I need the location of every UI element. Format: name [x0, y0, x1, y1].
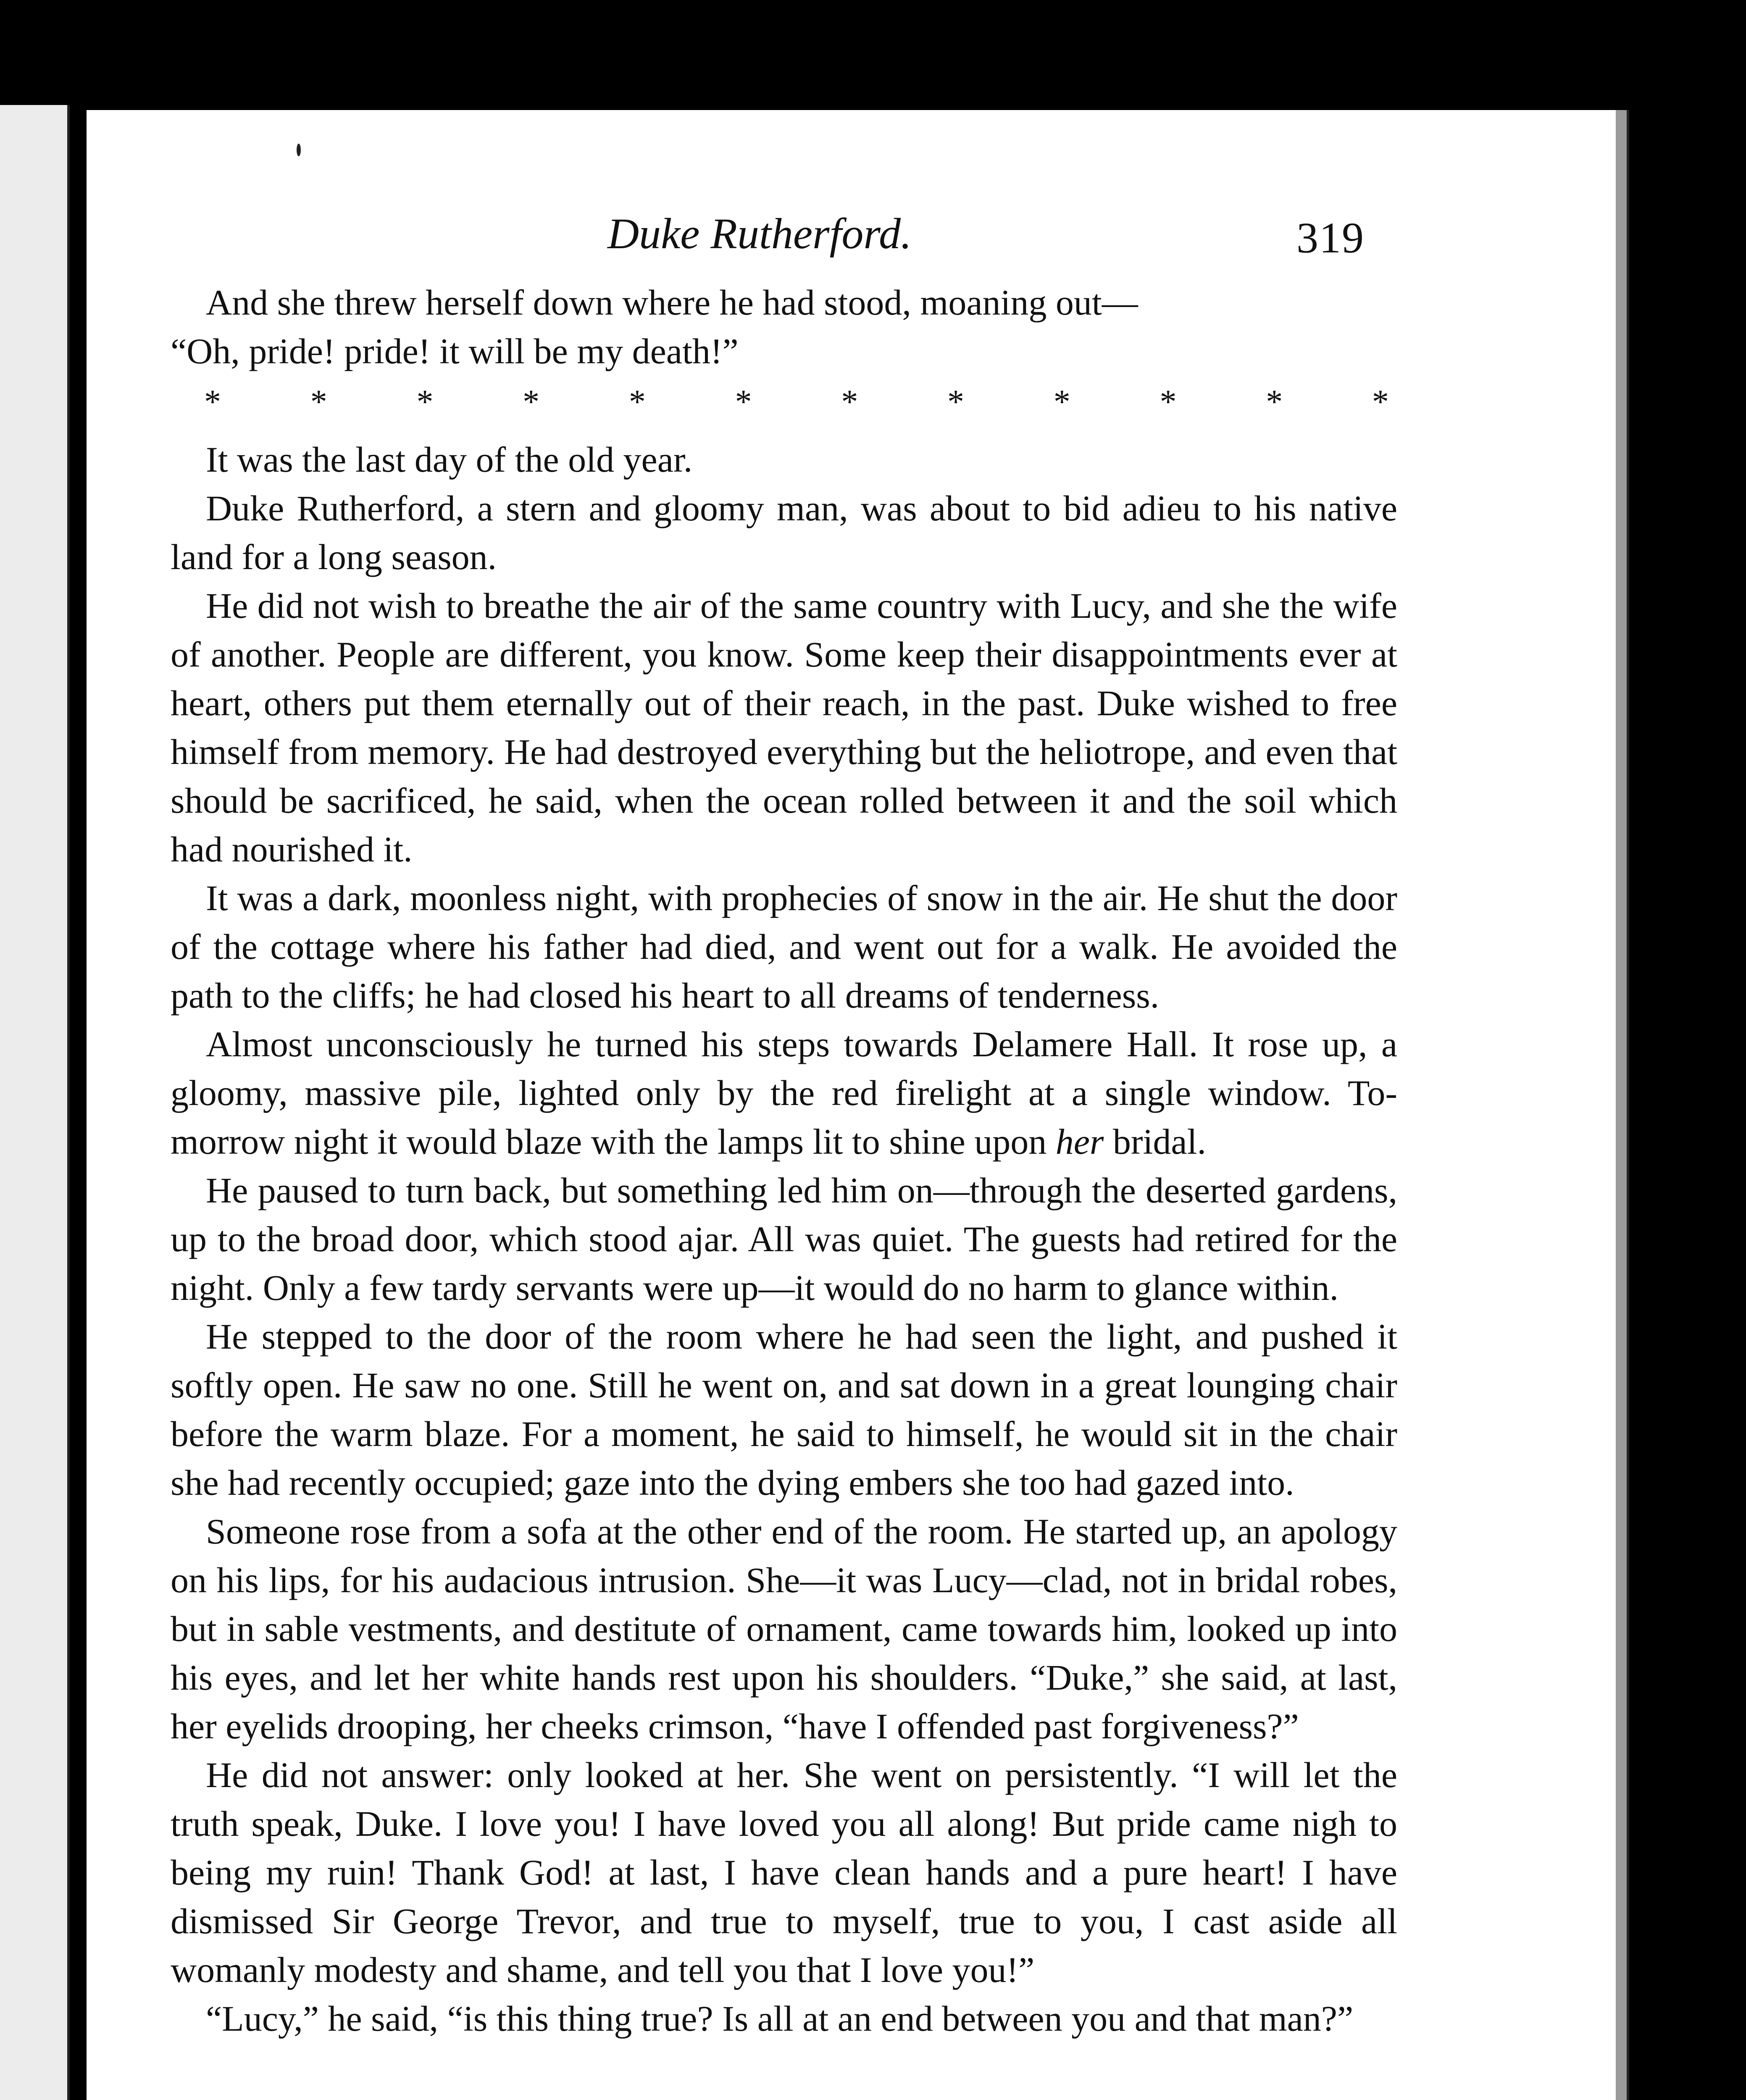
previous-page-edge — [0, 105, 70, 2100]
paragraph: He stepped to the door of the room where he had seen the light, and pushed it softly open. He saw no one. Still he went on, and sat down in a great lounging chair before the warm blaze. For a moment, he said to himself, he would sit in the chair she had recently occupied; gaze into the dying embers she too had gazed into. — [171, 1316, 1397, 1503]
body-text — [171, 278, 1397, 2043]
paragraph: Someone rose from a sofa at the other end of the room. He started up, an apology on his lips, for his audacious intrusion. She—it was Lucy—clad, not in bridal robes, but in sable vestments, and destitute of ornament, came towards him, looked up into his eyes, and let her white hands rest upon his shoulders. “Duke,” she said, at last, her eyelids drooping, her cheeks crimson, “have I offended past forgiveness?” — [171, 1511, 1397, 1746]
page-header — [87, 202, 1616, 265]
asterisk: * — [735, 383, 752, 420]
asterisk: * — [628, 383, 646, 420]
paragraph: He did not wish to breathe the air of the same country with Lucy, and she the wife of another. People are different, you know. Some keep their disappointments ever at heart, others put them eternally out of their reach, in the past. Duke wished to free himself from memory. He had destroyed everything but the heliotrope, and even that should be sacrificed, he said, when the ocean rolled between it and the soil which had nourished it. — [171, 585, 1397, 869]
paragraph: It was the last day of the old year. — [206, 439, 693, 480]
paragraph: And she threw herself down where he had stood, moaning out— — [206, 282, 1138, 323]
page-edge — [1616, 110, 1627, 2100]
asterisk: * — [1372, 383, 1389, 420]
page-edge-line — [1627, 110, 1629, 2100]
asterisk: * — [416, 383, 434, 420]
ink-speck — [297, 144, 301, 156]
asterisk: * — [1053, 383, 1070, 420]
asterisk: * — [841, 383, 858, 420]
binding-shadow — [70, 105, 87, 2100]
paragraph: He paused to turn back, but something led him on—through the deserted gardens, up to the broad door, which stood ajar. All was quiet. The guests had retired for the night. Only a few tardy servants were up—it would do no harm to glance within. — [171, 1170, 1397, 1308]
paragraph: “Lucy,” he said, “is this thing true? Is all at an end between you and that man?” — [206, 1998, 1354, 2039]
running-title: Duke Rutherford. — [607, 210, 912, 258]
asterisk: * — [204, 383, 221, 420]
paragraph: “Oh, pride! pride! it will be my death!” — [171, 331, 739, 371]
paragraph-with-emphasis — [171, 1020, 1397, 1166]
paragraph-text: Almost unconsciously he turned his steps towards Delamere Hall. It rose up, a gloomy, massive pile, lighted only by the red firelight at a single window. To-morrow night it would blaze with the lamps lit to shine upon — [171, 1024, 1397, 1162]
paragraph: It was a dark, moonless night, with prophecies of snow in the air. He shut the door of the cottage where his father had died, and went out for a walk. He avoided the path to the cliffs; he had closed his heart to all dreams of tenderness. — [171, 878, 1397, 1016]
paragraph: Duke Rutherford, a stern and gloomy man, was about to bid adieu to his native land for a long season. — [171, 488, 1397, 577]
asterisk: * — [523, 383, 540, 420]
book-page — [87, 110, 1616, 2100]
asterisk: * — [1266, 383, 1283, 420]
emphasized-word: her — [1055, 1121, 1104, 1162]
section-break-asterisks — [171, 379, 1397, 425]
paragraph: He did not answer: only looked at her. She went on persistently. “I will let the truth speak, Duke. I love you! I have loved you all along! But pride came nigh to being my ruin! Thank God! at last, I have clean hands and a pure heart! I have dismissed Sir George Trevor, and true to myself, true to you, I cast aside all womanly modesty and shame, and tell you that I love you!” — [171, 1755, 1397, 1990]
page-number: 319 — [1296, 214, 1365, 262]
asterisk: * — [1160, 383, 1177, 420]
asterisk: * — [310, 383, 327, 420]
paragraph-text: bridal. — [1112, 1121, 1206, 1162]
asterisk: * — [947, 383, 965, 420]
